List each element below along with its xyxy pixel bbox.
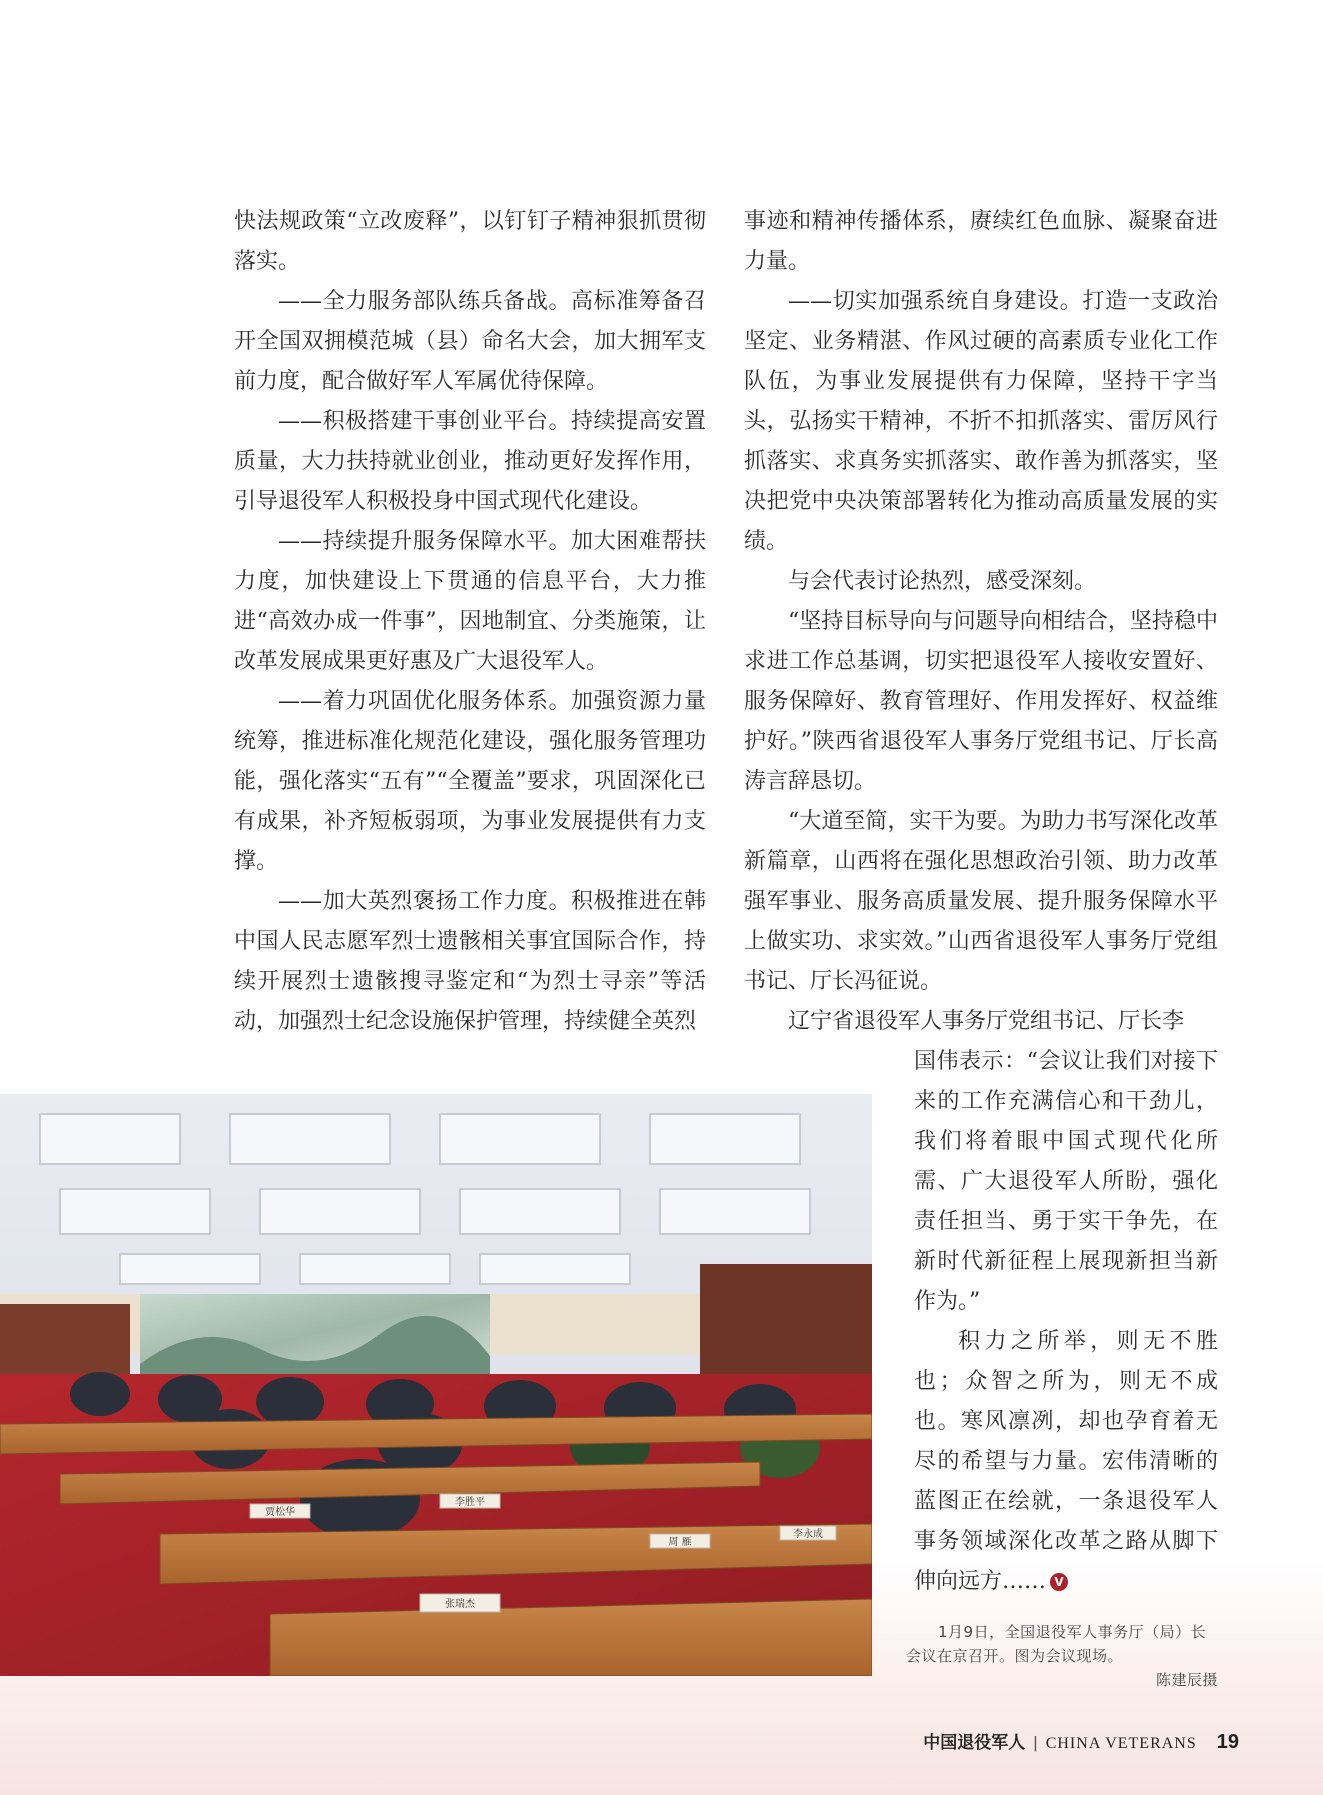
paragraph: “大道至简，实干为要。为助力书写深化改革新篇章，山西将在强化思想政治引领、助力改革强军事业、服务高质量发展、提升服务保障水平上做实功、求实效。”山西省退役军人事务厅党组书记、厅长冯征说。: [744, 809, 1218, 994]
magazine-name-cn: 中国退役军人: [923, 1733, 1026, 1752]
paragraph: 快法规政策“立改废释”，以钉钉子精神狠抓贯彻落实。: [234, 209, 706, 274]
nameplate-label: 李永成: [793, 1529, 823, 1540]
photo-credit: 陈建辰摄: [1155, 1671, 1218, 1689]
paragraph: 事迹和精神传播体系，赓续红色血脉、凝聚奋进力量。: [744, 209, 1218, 274]
paragraph: 与会代表讨论热烈，感受深刻。: [788, 569, 1097, 594]
paragraph: 国伟表示：“会议让我们对接下来的工作充满信心和干劲儿，我们将着眼中国式现代化所需、广大退役军人所盼，强化责任担当、勇于实干争先，在新时代新征程上展现新担当新作为。”: [914, 1049, 1218, 1314]
article-column-right-narrow: [914, 1042, 1218, 1602]
conference-photo: [0, 1094, 872, 1676]
paragraph: ——全力服务部队练兵备战。高标准筹备召开全国双拥模范城（县）命名大会，加大拥军支前力度，配合做好军人军属优待保障。: [234, 289, 706, 394]
paragraph: ——切实加强系统自身建设。打造一支政治坚定、业务精湛、作风过硬的高素质专业化工作队伍，为事业发展提供有力保障，坚持干字当头，弘扬实干精神，不折不扣抓落实、雷厉风行抓落实、求真务实抓落实、敢作善为抓落实，坚决把党中央决策部署转化为推动高质量发展的实绩。: [744, 289, 1218, 554]
caption-text: 1月9日，全国退役军人事务厅（局）长会议在京召开。图为会议现场。: [906, 1623, 1207, 1665]
photo-caption: [906, 1620, 1218, 1692]
nameplate-label: 贾松华: [265, 1507, 295, 1518]
page-footer: [923, 1728, 1239, 1754]
paragraph: “坚持目标导向与问题导向相结合，坚持稳中求进工作总基调，切实把退役军人接收安置好、服务保障好、教育管理好、作用发挥好、权益维护好。”陕西省退役军人事务厅党组书记、厅长高涛言辞恳切。: [744, 609, 1218, 794]
closing-text: 积力之所举，则无不胜也；众智之所为，则无不成也。寒风凛冽，却也孕育着无尽的希望与力量。宏伟清晰的蓝图正在绘就，一条退役军人事务领域深化改革之路从脚下伸向远方……: [914, 1329, 1218, 1594]
paragraph: 辽宁省退役军人事务厅党组书记、厅长李: [788, 1009, 1185, 1034]
paragraph: ——持续提升服务保障水平。加大困难帮扶力度，加快建设上下贯通的信息平台，大力推进“高效办成一件事”，因地制宜、分类施策，让改革发展成果更好惠及广大退役军人。: [234, 529, 706, 674]
end-mark-icon: V: [1050, 1573, 1068, 1591]
paragraph: ——积极搭建干事创业平台。持续提高安置质量，大力扶持就业创业，推动更好发挥作用，引导退役军人积极投身中国式现代化建设。: [234, 409, 706, 514]
article-column-right: [744, 202, 1218, 1042]
paragraph: ——加大英烈褒扬工作力度。积极推进在韩中国人民志愿军烈士遗骸相关事宜国际合作，持续开展烈士遗骸搜寻鉴定和“为烈士寻亲”等活动，加强烈士纪念设施保护管理，持续健全英烈: [234, 889, 706, 1034]
page-number: 19: [1216, 1731, 1239, 1753]
nameplate-label: 张瑞杰: [445, 1599, 475, 1610]
magazine-name-en: CHINA VETERANS: [1045, 1735, 1197, 1752]
closing-paragraph: [914, 1322, 1218, 1602]
paragraph: ——着力巩固优化服务体系。加强资源力量统筹，推进标准化规范化建设，强化服务管理功能，强化落实“五有”“全覆盖”要求，巩固深化已有成果，补齐短板弱项，为事业发展提供有力支撑。: [234, 689, 706, 874]
nameplate-label: 周 雁: [668, 1537, 692, 1548]
article-column-left: [234, 202, 706, 1042]
footer-separator: |: [1033, 1733, 1038, 1752]
nameplate-label: 李胜平: [455, 1497, 485, 1508]
